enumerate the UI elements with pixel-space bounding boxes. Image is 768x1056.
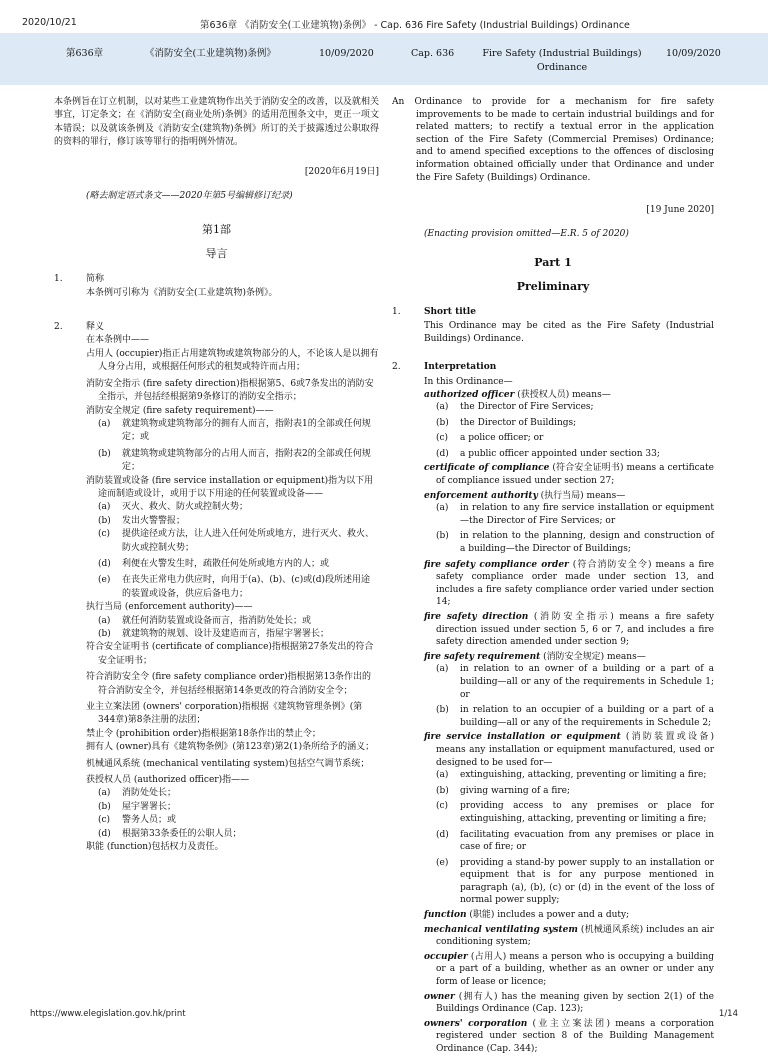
section-heading: 释义 <box>86 322 105 333</box>
section-text: This Ordinance may be cited as the Fire Safety (Industrial Buildings) Ordinance. <box>424 321 714 344</box>
cap-number-en: Cap. 636 <box>411 48 455 59</box>
definition-function-cn: 职能 (function)包括权力及责任。 <box>86 842 224 853</box>
list-item: (c) 警务人员；或 <box>98 815 177 826</box>
definition-authorized-officer-en: authorized officer (获授权人员) means— <box>424 389 611 400</box>
list-item: (e) providing a stand-by power supply to an installation or equipment that is for any purpose mentioned in paragraph (a), (b), (c) or (d) in the event of the loss of normal power supply; <box>436 857 714 906</box>
list-item: (b) the Director of Buildings; <box>436 417 577 428</box>
definition-fire-service-installation-cn: 消防装置或设备 (fire service installation or equipment)指为以下用途而制造或设计，或用于以下用途的任何装置或设备—— <box>86 475 374 499</box>
part-heading-en: Part 1 <box>534 256 572 270</box>
version-date-cn: 10/09/2020 <box>319 48 374 59</box>
list-item: (d) 利便在火警发生时，疏散任何处所或地方内的人；或 <box>98 558 330 569</box>
definition-fire-safety-requirement-en: fire safety requirement (消防安全规定) means— <box>424 651 646 662</box>
definition-owner-en: owner (拥有人) has the meaning given by section 2(1) of the Buildings Ordinance (Cap. 123); <box>424 991 714 1015</box>
list-item: (a) 灭火、救火、防火或控制火势； <box>98 502 249 513</box>
list-item: (b) 发出火警警报； <box>98 515 186 526</box>
section-number: 2. <box>54 322 63 333</box>
list-item: (c) providing access to any premises or place for extinguishing, attacking, preventing or limiting a fire; <box>436 801 714 824</box>
section-2-cn <box>54 321 379 854</box>
section-number: 1. <box>54 274 63 285</box>
definition-owner-cn: 拥有人 (owner)具有《建筑物条例》(第123章)第2(1)条所给予的涵义； <box>86 742 375 753</box>
definition-prohibition-order-cn: 禁止令 (prohibition order)指根据第18条作出的禁止令； <box>86 728 321 739</box>
enacting-provision-cn: (略去制定语式条文——2020年第5号编辑修订纪录) <box>86 191 293 202</box>
ordinance-title-cn: 《消防安全(工业建筑物)条例》 <box>145 48 276 59</box>
list-item: (a) 消防处处长； <box>98 788 177 799</box>
list-item: (c) a police officer; or <box>436 433 544 444</box>
list-item: (b) 就建筑物的规划、设计及建造而言，指屋宇署署长； <box>98 629 330 639</box>
list-item: (a) the Director of Fire Services; <box>436 402 594 413</box>
list-item: (d) 根据第33条委任的公职人员； <box>98 828 242 839</box>
print-footer <box>0 1005 768 1024</box>
list-item: (e) 在丧失正常电力供应时，向用于(a)、(b)、(c)或(d)段所述用途的装置或设备，供应后备电力； <box>98 575 371 599</box>
definition-occupier-en: occupier (占用人) means a person who is occupying a building or a part of a building, whether as an owner or under any form of lease or licence; <box>424 951 714 988</box>
definition-fire-safety-direction-en: fire safety direction (消防安全指示) means a fire safety direction issued under section 5, 6 or 7, and includes a fire safety direction amended under section 9; <box>424 612 714 648</box>
list-item: (b) giving warning of a fire; <box>436 785 570 796</box>
section-number: 2. <box>392 362 401 373</box>
page-url: https://www.elegislation.gov.hk/print <box>30 1009 186 1019</box>
definition-compliance-order-en: fire safety compliance order (符合消防安全令) means a fire safety compliance order made under section 13, and includes a fire safety compliance order varied under section 14; <box>424 559 714 608</box>
section-1-cn <box>54 273 379 300</box>
definition-occupier-cn: 占用人 (occupier)指正占用建筑物或建筑物部分的人，不论该人是以拥有人身分占用，或根据任何形式的租契或特许而占用； <box>86 348 379 373</box>
section-intro: 在本条例中—— <box>86 335 150 346</box>
section-heading: Interpretation <box>424 362 497 373</box>
english-column <box>392 96 714 1056</box>
definition-owners-corporation-cn: 业主立案法团 (owners' corporation)指根据《建筑物管理条例》(第344章)第8条注册的法团； <box>86 702 363 726</box>
definition-mvs-cn: 机械通风系统 (mechanical ventilating system)包括空气调节系统； <box>86 758 370 769</box>
definition-authorized-officer-cn: 获授权人员 (authorized officer)指—— <box>86 775 250 786</box>
definition-certificate-cn: 符合安全证明书 (certificate of compliance)指根据第27条发出的符合安全证明书； <box>86 642 374 666</box>
definition-enforcement-authority-en: enforcement authority (执行当局) means— <box>424 490 626 501</box>
long-title-en: An Ordinance to provide for a mechanism for fire safety improvements to be made to certain industrial buildings and for related matters; to rectify a textual error in the application section of the Fire Safety (Commercial Premises) Ordinance; and to amend specified exceptions to the offences of disclosing information obtained officially under that Ordinance and under the Fire Safety (Buildings) Ordinance. <box>392 97 714 183</box>
chinese-column <box>54 96 379 855</box>
list-item: (a) 就任何消防装置或设备而言，指消防处处长；或 <box>98 615 312 626</box>
part-title-cn: 导言 <box>205 246 228 260</box>
definition-fire-safety-requirement-cn: 消防安全规定 (fire safety requirement)—— <box>86 405 274 416</box>
definition-mvs-en: mechanical ventilating system (机械通风系统) includes an air conditioning system; <box>424 924 714 948</box>
list-item: (d) a public officer appointed under section 33; <box>436 448 660 459</box>
list-item: (a) 就建筑物或建筑物部分的拥有人而言，指附表1的全部或任何规定；或 <box>98 418 371 443</box>
list-item: (a) extinguishing, attacking, preventing or limiting a fire; <box>436 770 707 781</box>
ordinance-title-en: Fire Safety (Industrial Buildings) Ordinance <box>482 48 642 73</box>
document-header <box>0 33 768 85</box>
section-text: 本条例可引称为《消防安全(工业建筑物)条例》。 <box>86 287 278 298</box>
long-title-cn: 本条例旨在订立机制，以对某些工业建筑物作出关于消防安全的改善，以及就相关事宜，订定条文；在《消防安全(商业处所)条例》的适用范围条文中，更正一项文本错误；以及就该条例及《消防安全(建筑物)条例》所订的关于披露透过公职取得的资料的罪行，修订该等罪行的指明例外情况。 <box>54 97 379 148</box>
list-item: (d) facilitating evacuation from any premises or place in case of fire; or <box>436 829 714 853</box>
print-date: 2020/10/21 <box>22 17 77 28</box>
list-item: (b) 就建筑物或建筑物部分的占用人而言，指附表2的全部或任何规定； <box>98 448 371 473</box>
section-intro: In this Ordinance— <box>424 376 513 387</box>
list-item: (b) 屋宇署署长； <box>98 801 177 812</box>
version-date-en: 10/09/2020 <box>666 48 721 59</box>
list-item: (a) in relation to any fire service installation or equipment—the Director of Fire Services; or <box>436 503 714 526</box>
part-heading-cn: 第1部 <box>202 223 231 237</box>
definition-compliance-order-cn: 符合消防安全令 (fire safety compliance order)指根据第13条作出的符合消防安全令，并包括经根据第14条更改的符合消防安全令； <box>86 672 372 696</box>
page-number: 1/14 <box>718 1009 738 1019</box>
definition-owners-corporation-en: owners' corporation (业主立案法团) means a corporation registered under section 8 of the Building Management Ordinance (Cap. 344); <box>424 1018 714 1054</box>
list-item: (c) 提供途径或方法，让人进入任何处所或地方，进行灭火、救火、防火或控制火势； <box>98 529 375 553</box>
commencement-date-en: [19 June 2020] <box>646 205 714 216</box>
definition-enforcement-authority-cn: 执行当局 (enforcement authority)—— <box>86 602 253 613</box>
list-item: (b) in relation to an occupier of a building or a part of a building—all or any of the requirements in Schedule 2; <box>436 705 714 728</box>
part-title-en: Preliminary <box>516 279 590 293</box>
print-title: 第636章 《消防安全(工业建筑物)条例》 - Cap. 636 Fire Safety (Industrial Buildings) Ordinance <box>200 20 630 31</box>
section-heading: 简称 <box>86 274 105 285</box>
definition-certificate-en: certificate of compliance (符合安全证明书) means a certificate of compliance issued under section 27; <box>424 463 714 487</box>
section-heading: Short title <box>424 306 476 317</box>
commencement-date-cn: [2020年6月19日] <box>304 166 379 177</box>
definition-function-en: function (职能) includes a power and a duty; <box>424 910 630 921</box>
section-2-en <box>392 361 714 1055</box>
definition-fire-safety-direction-cn: 消防安全指示 (fire safety direction)指根据第5、6或7条发出的消防安全指示，并包括经根据第9条修订的消防安全指示； <box>86 378 374 403</box>
section-1-en <box>392 306 714 346</box>
cap-number-cn: 第636章 <box>66 48 104 59</box>
enacting-provision-en: (Enacting provision omitted—E.R. 5 of 2020) <box>424 228 629 239</box>
list-item: (a) in relation to an owner of a building or a part of a building—all or any of the requirements in Schedule 1; or <box>436 664 714 700</box>
print-header <box>0 0 768 32</box>
definition-fire-service-installation-en: fire service installation or equipment (消防装置或设备) means any installation or equipment manufactured, used or designed to be used for— <box>424 732 714 768</box>
list-item: (b) in relation to the planning, design and construction of a building—the Director of Buildings; <box>436 531 714 555</box>
section-number: 1. <box>392 306 401 317</box>
